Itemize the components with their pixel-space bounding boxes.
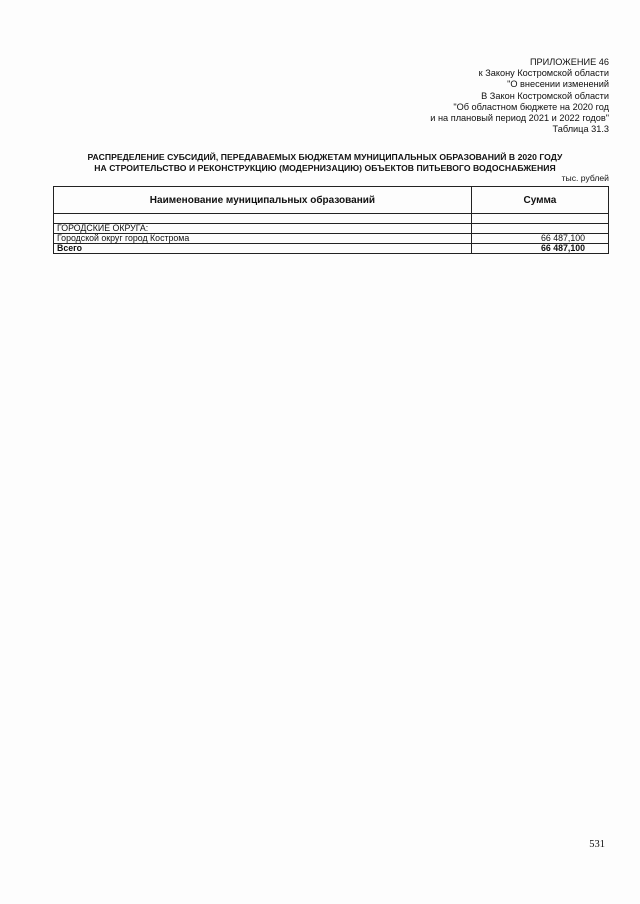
row-sum: 66 487,100 xyxy=(471,234,608,244)
appendix-header xyxy=(430,57,609,135)
appendix-line: "О внесении изменений xyxy=(507,79,609,90)
total-label: Всего xyxy=(54,244,472,254)
document-title xyxy=(40,152,610,173)
table-header-row xyxy=(54,187,609,214)
units-label: тыс. рублей xyxy=(561,173,609,183)
page-number: 531 xyxy=(589,839,605,850)
appendix-line: и на плановый период 2021 и 2022 годов" xyxy=(430,113,609,124)
subsidy-table xyxy=(53,186,609,254)
total-row xyxy=(54,244,609,254)
spacer-row xyxy=(54,214,609,224)
total-sum: 66 487,100 xyxy=(471,244,608,254)
group-label: ГОРОДСКИЕ ОКРУГА: xyxy=(54,224,472,234)
table-row xyxy=(54,234,609,244)
row-name: Городской округ город Кострома xyxy=(54,234,472,244)
title-line-1: РАСПРЕДЕЛЕНИЕ СУБСИДИЙ, ПЕРЕДАВАЕМЫХ БЮДЖЕТАМ МУНИЦИПАЛЬНЫХ ОБРАЗОВАНИЙ В 2020 ГОДУ xyxy=(87,152,563,162)
appendix-line: к Закону Костромской области xyxy=(478,68,609,79)
header-name: Наименование муниципальных образований xyxy=(54,187,472,214)
title-line-2: НА СТРОИТЕЛЬСТВО И РЕКОНСТРУКЦИЮ (МОДЕРНИЗАЦИЮ) ОБЪЕКТОВ ПИТЬЕВОГО ВОДОСНАБЖЕНИЯ xyxy=(94,162,556,173)
appendix-line: "Об областном бюджете на 2020 год xyxy=(453,101,609,112)
appendix-line: ПРИЛОЖЕНИЕ 46 xyxy=(529,57,609,67)
group-row xyxy=(54,224,609,234)
appendix-line: В Закон Костромской области xyxy=(481,90,609,101)
header-sum: Сумма xyxy=(471,187,608,214)
table-number: Таблица 31.3 xyxy=(552,124,609,135)
